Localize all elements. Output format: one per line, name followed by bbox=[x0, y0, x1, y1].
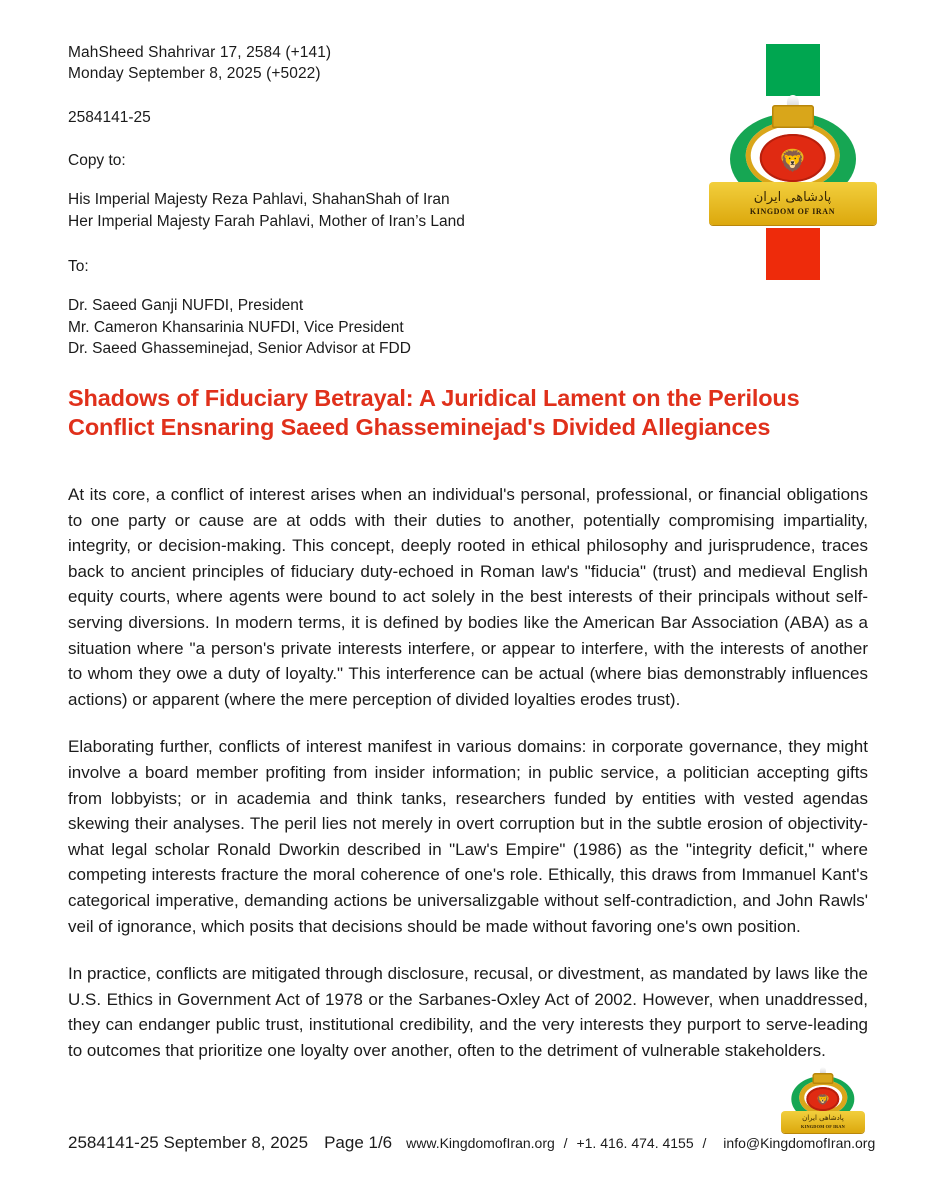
footer-separator: / bbox=[702, 1135, 707, 1151]
kingdom-of-iran-emblem bbox=[705, 100, 880, 228]
emblem-persian-name: پادشاهی ایران bbox=[753, 190, 832, 206]
page-title: Shadows of Fiduciary Betrayal: A Juridical Lament on the Perilous Conflict Ensnaring Saeed Ghasseminejad's Divided Allegiances bbox=[68, 385, 800, 440]
page-footer bbox=[68, 1132, 876, 1154]
flag-red-band bbox=[766, 228, 820, 280]
copy-to-list bbox=[68, 189, 668, 232]
footer-website-link[interactable]: www.KingdomofIran.org bbox=[406, 1135, 555, 1151]
body-paragraph: At its core, a conflict of interest arises when an individual's personal, professional, or financial obligations to one party or cause are at odds with their duties to another, potentially compromising impartiality, integrity, or decision-making. This concept, deeply rooted in ethical philosophy and jurisprudence, traces back to ancient principles of fiduciary duty-echoed in Roman law's "fiducia" (trust) and medieval English equity courts, where agents were bound to act solely in the best interests of their principals without self-serving diversions. In modern terms, it is defined by bodies like the American Bar Association (ABA) as a situation where "a person's private interests interfere, or appear to interfere, with the interests of another to whom they owe a duty of loyalty." This interference can be actual (where bias demonstrably influences actions) or apparent (where the mere perception of divided loyalties erodes trust). bbox=[68, 485, 868, 709]
to-recipient: Dr. Saeed Ghasseminejad, Senior Advisor at FDD bbox=[68, 340, 411, 357]
footer-reference: 2584141-25 September 8, 2025 bbox=[68, 1133, 309, 1152]
body-paragraph: In practice, conflicts are mitigated through disclosure, recusal, or divestment, as mandated by laws like the U.S. Ethics in Government Act of 1978 or the Sarbanes-Oxley Act of 2002. However, when unaddressed, they can endanger public trust, institutional credibility, and the very interests they purport to serve-leading to outcomes that prioritize one loyalty over another, often to the detriment of vulnerable stakeholders. bbox=[68, 964, 868, 1060]
reference-number: 2584141-25 bbox=[68, 109, 151, 126]
to-list bbox=[68, 295, 668, 360]
kingdom-of-iran-emblem-small bbox=[779, 1070, 867, 1134]
body-paragraph: Elaborating further, conflicts of interest manifest in various domains: in corporate governance, they might involve a board member profiting from insider information; in public service, a politician accepting gifts from lobbyists; or in academia and think tanks, researchers funded by entities with vested agendas skewing their analyses. The peril lies not merely in overt corruption but in the subtle erosion of objectivity-what legal scholar Ronald Dworkin described in "Law's Empire" (1986) as the "integrity deficit," where competing interests fracture the moral coherence of one's role. Ethically, this draws from Immanuel Kant's categorical imperative, demanding actions be universalizgable without self-contradiction, and John Rawls' veil of ignorance, which posits that decisions should be made without favoring one's own position. bbox=[68, 737, 868, 936]
flag-green-band bbox=[766, 44, 820, 96]
footer-emblem-wrapper bbox=[779, 1070, 867, 1134]
to-recipient: Mr. Cameron Khansarinia NUFDI, Vice President bbox=[68, 318, 404, 336]
document-body bbox=[68, 482, 868, 1085]
pahlavi-crown-icon bbox=[772, 105, 814, 128]
to-recipient: Dr. Saeed Ganji NUFDI, President bbox=[68, 297, 304, 314]
date-line-shahrivar: MahSheed Shahrivar 17, 2584 (+141) bbox=[68, 44, 332, 61]
footer-email-link[interactable]: info@KingdomofIran.org bbox=[723, 1135, 876, 1151]
lion-icon: 🦁 bbox=[780, 150, 805, 173]
footer-phone[interactable]: +1. 416. 474. 4155 bbox=[576, 1135, 694, 1151]
pahlavi-crown-icon bbox=[812, 1073, 833, 1085]
emblem-persian-name: پادشاهی ایران bbox=[802, 1113, 844, 1122]
emblem-english-name: KINGDOM OF IRAN bbox=[749, 206, 836, 216]
footer-page-number: Page 1/6 bbox=[324, 1133, 393, 1152]
letterhead bbox=[68, 42, 668, 360]
emblem-ribbon-banner bbox=[781, 1111, 865, 1133]
kingdom-of-iran-letterhead-emblem bbox=[705, 44, 880, 280]
to-label: To: bbox=[68, 258, 89, 275]
emblem-english-name: KINGDOM OF IRAN bbox=[801, 1123, 845, 1129]
copy-to-label: Copy to: bbox=[68, 152, 126, 169]
emblem-ribbon-banner bbox=[709, 182, 877, 226]
lion-icon: 🦁 bbox=[816, 1095, 830, 1107]
date-line-gregorian: Monday September 8, 2025 (+5022) bbox=[68, 65, 321, 82]
footer-separator: / bbox=[563, 1135, 568, 1151]
copy-to-recipient: Her Imperial Majesty Farah Pahlavi, Mother of Iran’s Land bbox=[68, 212, 465, 230]
lion-and-sun-disc bbox=[759, 134, 826, 183]
footer-contact-line bbox=[406, 1133, 875, 1153]
copy-to-recipient: His Imperial Majesty Reza Pahlavi, ShahanShah of Iran bbox=[68, 191, 450, 208]
